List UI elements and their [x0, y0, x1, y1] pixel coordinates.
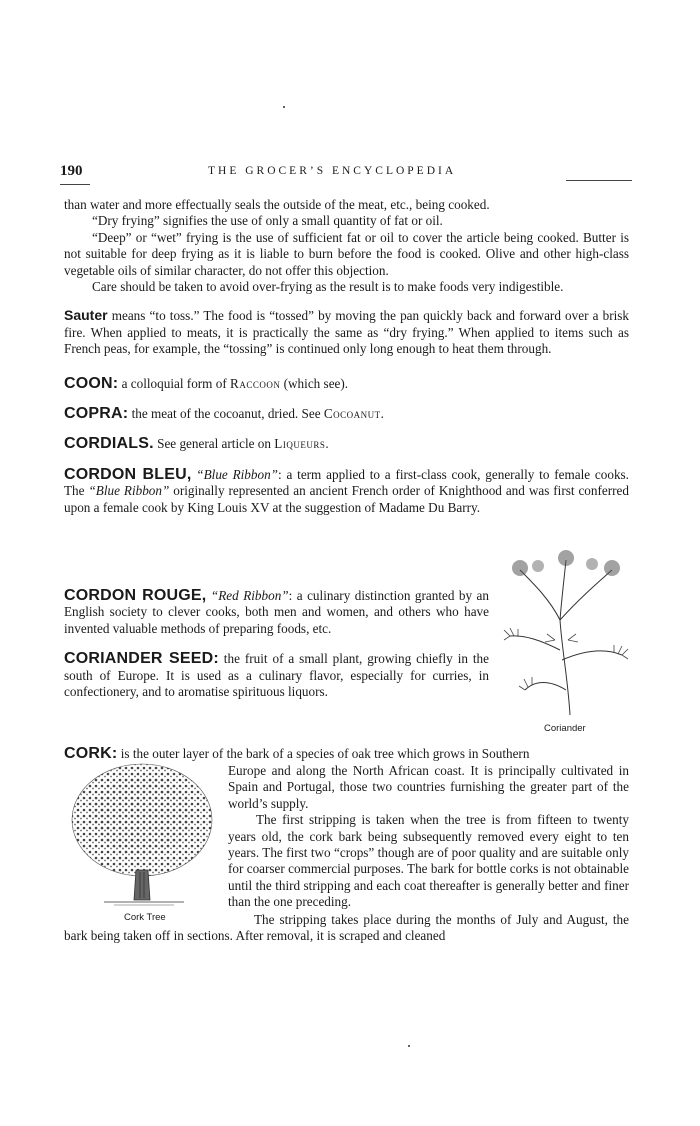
cork-term: CORK: [64, 745, 118, 762]
cordials-term: CORDIALS. [64, 435, 154, 453]
coriander-figure [500, 540, 630, 740]
cordon-bleu-alias-2: “Blue Ribbon” [88, 483, 170, 499]
cork-months-paragraph: The stripping takes place during the months of July and August, the bark being taken off in sections. After removal, it is scraped and cleaned [64, 912, 629, 944]
coon-text: a colloquial form of [118, 375, 231, 391]
cork-text-wrap: Europe and along the North African coast. It is principally cultivated in Spain and Portugal, those two countries furnishing the greater part of the world’s supply. [228, 763, 629, 811]
coon-term: COON: [64, 374, 119, 392]
coriander-illustration [500, 540, 630, 720]
cordon-rouge-alias: “Red Ribbon” [206, 588, 289, 603]
cork-bottom-block [64, 912, 629, 945]
intro-line: than water and more effectually seals the outside of the meat, etc., being cooked. [64, 197, 490, 212]
cork-wrap-block [228, 763, 629, 911]
cork-stripping-paragraph: The first stripping is taken when the tree is from fifteen to twenty years old, the cork bark being subsequently removed every eight to ten years. The first two “crops” though are of poor quality and are suitable only for coarser commercial purposes. The bark for bottle corks is not obtainable until the third stripping and each coat thereafter is generally better and finer than the one preceding. [228, 812, 629, 910]
coriander-text: the fruit of a small plant, growing chiefly in the south of Europe. It is used as a culinary flavor, especially for curries, in confectionery, and to aromatise spirituous liquors. [64, 651, 490, 700]
coon-text-end: (which see). [280, 375, 349, 391]
cordials-ref: Liqueurs [274, 436, 326, 452]
header-rule [566, 180, 632, 181]
running-title: THE GROCER’S ENCYCLOPEDIA [208, 165, 457, 177]
cordon-bleu-alias: “Blue Ribbon” [191, 466, 279, 482]
copra-entry [64, 406, 629, 422]
cordon-rouge-text: : a culinary distinction granted by an English society to clever cooks, both men and women, and others who have invented valuable methods of preparing foods, etc. [64, 588, 489, 636]
cordon-bleu-term: CORDON BLEU, [64, 465, 192, 483]
cordon-bleu-text: : a term applied to a first-class cook, generally to female cooks. The [64, 466, 629, 499]
scan-speck [283, 106, 285, 108]
page-header [60, 163, 632, 185]
deep-frying-paragraph: “Deep” or “wet” frying is the use of sufficient fat or oil to cover the article being cooked. Butter is not suitable for deep frying as it is liable to burn before the food is cooked. Olive and other high-class vegetable oils of similar character, do not offer this objection. [64, 229, 629, 278]
copra-text-end: . [380, 406, 384, 422]
cork-tree-figure [64, 760, 220, 923]
top-text-block [64, 197, 629, 516]
header-rule-left [60, 184, 90, 185]
page-number: 190 [60, 163, 83, 179]
coriander-caption: Coriander [544, 723, 586, 734]
copra-term: COPRA: [64, 405, 129, 423]
copra-ref: Cocoanut [323, 406, 381, 422]
cordon-bleu-entry [64, 467, 629, 516]
cordon-rouge-term: CORDON ROUGE, [64, 587, 207, 604]
cordon-bleu-text-2: originally represented an ancient French order of Knighthood and was first conferred upon a female cook by King Louis XV at the suggestion of Madame Du Barry. [64, 483, 629, 515]
care-paragraph: Care should be taken to avoid over-frying as the result is to make foods very indigestible. [92, 279, 564, 295]
narrow-text-block [64, 588, 489, 700]
sauter-term: Sauter [64, 307, 108, 324]
cordials-entry [64, 436, 629, 452]
copra-text: the meat of the cocoanut, dried. See [128, 406, 324, 422]
coriander-term: CORIANDER SEED: [64, 650, 219, 668]
cork-tree-illustration [64, 760, 220, 910]
cordials-text-end: . [325, 436, 329, 452]
scan-speck [408, 1045, 410, 1047]
sauter-entry [64, 307, 629, 357]
coon-ref: Raccoon [230, 375, 281, 391]
coon-entry [64, 376, 629, 392]
cordials-text: See general article on [153, 436, 275, 452]
coriander-entry [64, 651, 489, 700]
cork-text-first: is the outer layer of the bark of a species of oak tree which grows in Southern [117, 746, 530, 761]
dry-frying-paragraph: “Dry frying” signifies the use of only a small quantity of fat or oil. [92, 213, 443, 229]
cork-tree-caption: Cork Tree [124, 912, 166, 923]
sauter-text: means “to toss.” The food is “tossed” by moving the pan quickly back and forward over a brisk fire. When applied to meats, it is practically the same as “dry frying.” When applied to items such as French peas, for example, the “tossing” is continued only long enough to heat them through. [64, 308, 629, 357]
cordon-rouge-entry [64, 588, 489, 637]
